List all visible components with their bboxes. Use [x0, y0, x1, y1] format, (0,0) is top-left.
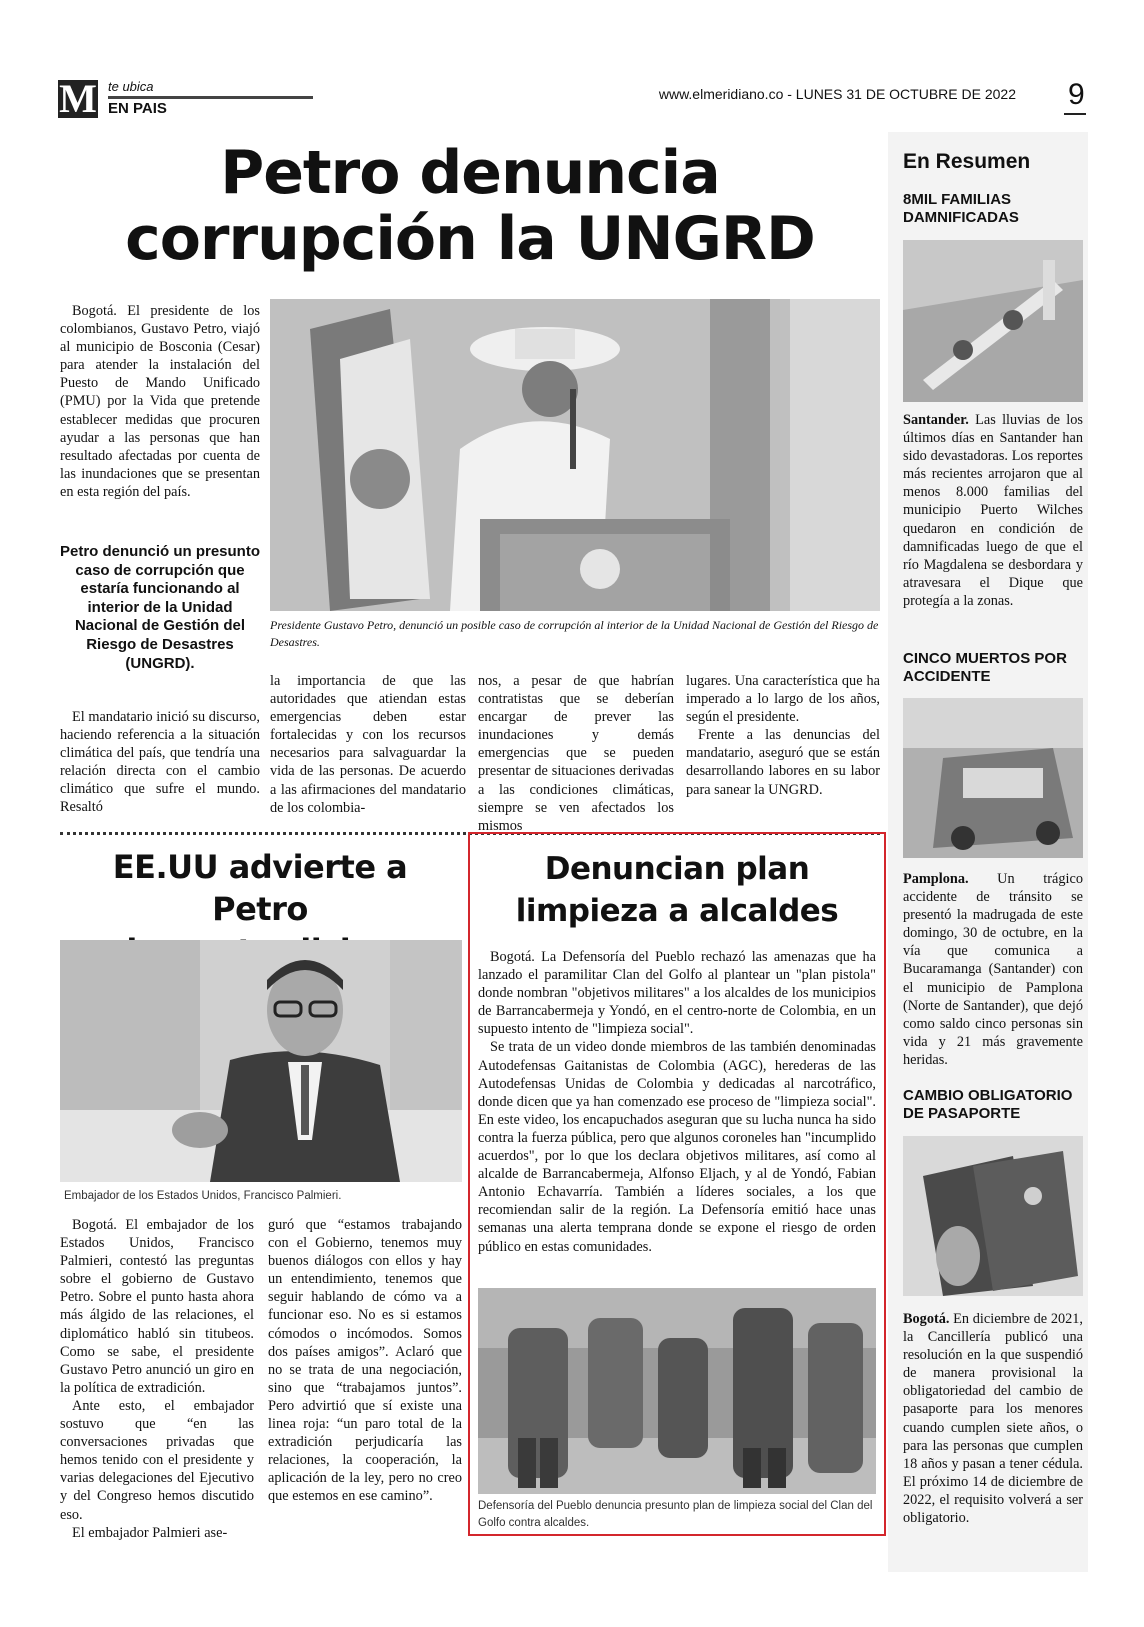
plan-headline-line2: limpieza a alcaldes [515, 893, 839, 929]
lead-column-1-continued [60, 708, 260, 817]
sidebar-item3-photo [903, 1136, 1083, 1296]
usa-column-2-text: guró que “estamos trabajando con el Gobierno, tenemos muy buenos diálogos con ellos y hay un entendimiento, tenemos que seguir hablando de cómo va a funcionar eso. No es si estamos cómodos o incómodos. Somos dos países amigos”. Aclaró que no se trata de una negociación, sino que “trabajamos juntos”. Pero advirtió que sí existe una linea roja: “un paro total de la extradición perjudicaría las relaciones, la cooperación, la aplicación de la ley, pero no creo que estemos en ese camino”. [268, 1217, 462, 1505]
sidebar-item1-body: Las lluvias de los últimos días en Santander han sido devastadoras. Los reportes más recientes arrojaron que al menos 8.000 familias del municipio Puerto Wilches quedaron en condición de damnificadas luego de que el río Magdalena se desbordara y atravesara el Dique que protegía a la zonas. [903, 412, 1083, 609]
plan-headline [472, 848, 882, 932]
newspaper-logo: M [59, 76, 97, 121]
lead-column-4-para-1: lugares. Una característica que ha imperado a lo largo de los años, según el presidente. [686, 673, 880, 726]
lead-column-4-para-2: Frente a las denuncias del mandatario, aseguró que se están desarrollando labores en su labor para sanear la UNGRD. [686, 727, 880, 798]
lead-photo-illustration [270, 299, 880, 611]
header-rule [108, 96, 313, 99]
page-number: 9 [1068, 78, 1085, 111]
lead-paragraph-1: Bogotá. El presidente de los colombianos, Gustavo Petro, viajó al municipio de Bosconia (Cesar) para atender la instalación del Puesto de Mando Unificado (PMU) por la Vida que pretende establecer medidas que procuren ayudar a las personas que han resultado afectadas por cuenta de las inundaciones que se presentan en esta región del país. [60, 303, 260, 500]
plan-photo-caption: Defensoría del Pueblo denuncia presunto plan de limpieza social del Clan del Golfo contra alcaldes. [478, 1500, 873, 1529]
lead-paragraph-2: El mandatario inició su discurso, haciendo referencia a la situación climática del país, que tendría una relación directa con el cambio climático que sufre el mundo. Resaltó [60, 709, 260, 816]
usa-headline-line1: EE.UU advierte a Petro [112, 848, 408, 928]
plan-body [478, 948, 876, 1256]
lead-column-1 [60, 302, 260, 501]
lead-column-2 [270, 672, 466, 817]
sidebar-item3-heading: CAMBIO OBLIGATORIO DE PASAPORTE [903, 1087, 1073, 1122]
accident-photo-illustration [903, 698, 1083, 858]
usa-paragraph-2: Ante esto, el embajador sostuvo que “en las conversaciones privadas que hemos tenido con el presidente y varias delegaciones del Ejecutivo y del Congreso hemos discutido eso. [60, 1397, 254, 1523]
lead-photo [270, 299, 880, 611]
usa-photo-illustration [60, 940, 462, 1182]
dateline[interactable]: www.elmeridiano.co - LUNES 31 DE OCTUBRE DE 2022 [658, 86, 1016, 102]
sidebar-item2-heading: CINCO MUERTOS POR ACCIDENTE [903, 650, 1067, 685]
lead-pullquote: Petro denunció un presunto caso de corrupción que estaría funcionando al interior de la Unidad Nacional de Gestión del Riesgo de Desastres (UNGRD). [60, 543, 261, 672]
lead-column-3-text: nos, a pesar de que habrían contratistas que se deberían encargar de prever las inundaciones y demás emergencias que se pueden presentar de situaciones derivadas a las condiciones climáticas, siempre se ven afectados los mismos [478, 673, 674, 834]
lead-headline [60, 140, 880, 272]
sidebar-item3-lead: Bogotá. [903, 1311, 950, 1327]
lead-column-4 [686, 672, 880, 799]
usa-column-2 [268, 1216, 462, 1506]
section-name: EN PAIS [108, 100, 167, 117]
plan-photo [478, 1288, 876, 1494]
sidebar-item1-photo [903, 240, 1083, 402]
sidebar-item2-lead: Pamplona. [903, 871, 969, 887]
sidebar-item2-text [903, 870, 1083, 1069]
usa-photo [60, 940, 462, 1182]
page-number-rule [1064, 113, 1086, 115]
sidebar-title: En Resumen [903, 150, 1031, 173]
sidebar-item1-text [903, 411, 1083, 610]
lead-headline-line2: corrupción la UNGRD [125, 204, 815, 274]
plan-photo-illustration [478, 1288, 876, 1494]
lead-column-2-text: la importancia de que las autoridades que atiendan estas emergencias deben estar fortalecidas y con los recursos necesarios para salvaguardar la vida de las personas. De acuerdo a las afirmaciones del mandatario de los colombia- [270, 673, 466, 816]
usa-paragraph-1: Bogotá. El embajador de los Estados Unidos, Francisco Palmieri, contestó las preguntas sobre el gobierno de Gustavo Petro. Sobre el punto hasta ahora más álgido de las relaciones, el diplomático habló sin titubeos. Como se sabe, el presidente Gustavo Petro anunció un giro en la política de extradición. [60, 1217, 254, 1396]
lead-column-3 [478, 672, 674, 835]
lead-headline-line1: Petro denuncia [220, 138, 720, 208]
usa-column-1 [60, 1216, 254, 1542]
sidebar-item1-heading: 8MIL FAMILIAS DAMNIFICADAS [903, 191, 1019, 226]
lead-photo-caption: Presidente Gustavo Petro, denunció un posible caso de corrupción al interior de la Unidad Nacional de Gestión del Riesgo de Desastres. [270, 618, 879, 649]
plan-paragraph-1: Bogotá. La Defensoría del Pueblo rechazó las amenazas que ha lanzado el paramilitar Clan del Golfo al plantear un "plan pistola" donde nombran "objetivos militares" a los alcaldes de los municipios de Barrancabermeja y Yondó, en el centro-norte de Colombia, en un supuesto intento de "limpieza social". [478, 949, 876, 1038]
usa-photo-caption: Embajador de los Estados Unidos, Francisco Palmieri. [64, 1190, 342, 1202]
sidebar-item2-photo [903, 698, 1083, 858]
usa-paragraph-3: El embajador Palmieri ase- [72, 1524, 228, 1541]
flood-photo-illustration [903, 240, 1083, 402]
sidebar-item3-text [903, 1310, 1083, 1527]
plan-headline-line1: Denuncian plan [544, 851, 810, 887]
sidebar-item2-body: Un trágico accidente de tránsito se presentó la madrugada de este domingo, 30 de octubre, en la vía que comunica a Bucaramanga (Santander) con el municipio de Pamplona (Norte de Santander), que dejó como saldo cinco personas sin vida y 21 más gravemente heridas. [903, 871, 1083, 1068]
passport-photo-illustration [903, 1136, 1083, 1296]
plan-paragraph-2: Se trata de un video donde miembros de las también denominadas Autodefensas Gaitanistas de Colombia (AGC), herederas de las Autodefensas Unidas de Colombia y dedicadas al narcotráfico, donde dicen que ya han comenzado ese proceso de "limpieza social". En este video, los encapuchados aseguran que su lucha nunca ha sido contra la fuerza pública, pero que algunos coroneles han "incumplido acuerdos", por lo que los declara objetivos militares, así como al alcalde de Barrancabermeja, Alfonso Eljach, y al de Yondó, Fabian Antonio Echavarría. También a líderes sociales, a los que recomiendan salir de la región. La Defensoría emitió hace unas semanas una alerta temprana donde se expone el riesgo de orden público en estas comunidades. [478, 1039, 876, 1255]
sidebar-item1-lead: Santander. [903, 412, 969, 428]
sidebar-item3-body: En diciembre de 2021, la Cancillería publicó una resolución en la que suspendió de manera provisional la obligatoriedad del cambio de pasaporte para los menores cuando cumplen siete años, o para las personas que cumplen 18 años y pasan a tener cédula. El próximo 14 de diciembre de 2022, el requisito volverá a ser obligatorio. [903, 1311, 1083, 1527]
section-kicker: te ubica [108, 79, 154, 94]
